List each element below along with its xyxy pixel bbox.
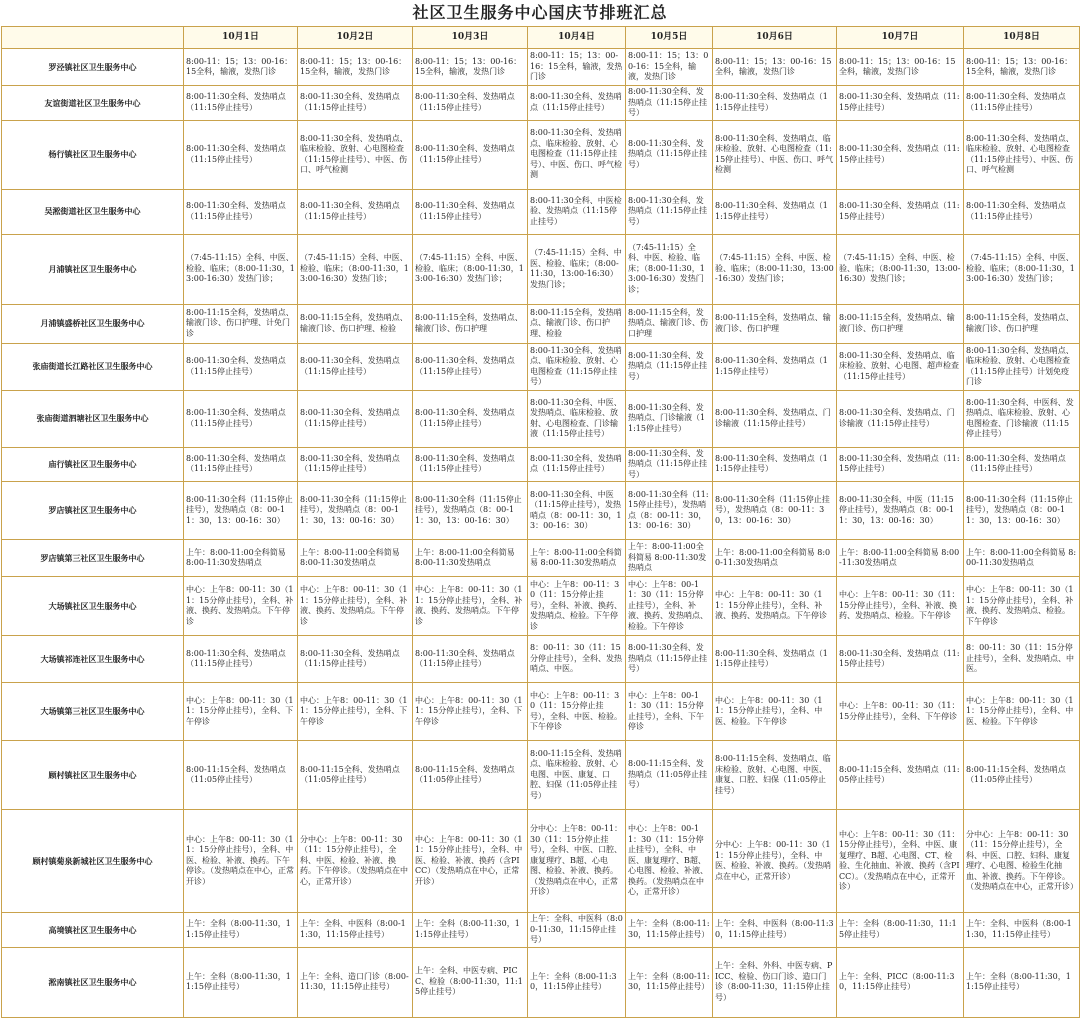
schedule-cell: 分中心：上午8：00-11：30（11：15分停止挂号），全科、中医、检验、补液、换药。下午停诊。（发热哨点在中心，正常开诊） bbox=[298, 810, 413, 913]
schedule-cell: 上午：8:00-11:00全科简易 8:00-11:30发热哨点 bbox=[626, 540, 713, 577]
center-name: 顾村镇社区卫生服务中心 bbox=[2, 741, 184, 810]
schedule-cell: 上午：8:00-11:00全科简易 8:00-11:30发热哨点 bbox=[837, 540, 964, 577]
schedule-cell: 8:00-11:15全科，发热哨点、输液门诊、伤口护理 bbox=[626, 304, 713, 343]
schedule-cell: 上午：全科、外科、中医专病、PICC、检验、伤口门诊、造口门诊（8:00-11:30，11:15停止挂号） bbox=[713, 947, 837, 1017]
schedule-cell: 8:00-11:30全科、发热哨点（11:15停止挂号） bbox=[184, 120, 298, 189]
header-cell-date: 10月3日 bbox=[413, 27, 528, 49]
schedule-cell: 中心：上午8：00-11：30（11：15分停止挂号），全科、下午停诊 bbox=[298, 683, 413, 741]
center-name: 罗店镇社区卫生服务中心 bbox=[2, 482, 184, 540]
schedule-cell: （7:45-11:15）全科、中医、检验、临床；（8:00-11:30，13:00-16:30）发热门诊； bbox=[184, 234, 298, 304]
header-cell-date: 10月5日 bbox=[626, 27, 713, 49]
schedule-cell: 8:00-11:15全科，发热哨点、输液门诊、伤口护理 bbox=[964, 304, 1080, 343]
table-row bbox=[2, 482, 1080, 540]
schedule-cell: 8:00-11:30全科、发热哨点（11:15停止挂号） bbox=[837, 86, 964, 121]
schedule-cell: 中心：上午8：00-11：30（11：15分停止挂号），全科、补液、换药、发热哨点。下午停诊 bbox=[713, 577, 837, 636]
center-name: 月浦镇盛桥社区卫生服务中心 bbox=[2, 304, 184, 343]
center-name: 大场镇第三社区卫生服务中心 bbox=[2, 683, 184, 741]
schedule-cell: 中心：上午8：00-11：30（11：15分停止挂号），全科、补液、换药、发热哨点、检验。下午停诊 bbox=[528, 577, 626, 636]
schedule-cell: 上午：全科（8:00-11:30，11:15停止挂号） bbox=[837, 913, 964, 948]
schedule-cell: 8:00-11:30全科、发热哨点（11:15停止挂号） bbox=[964, 86, 1080, 121]
schedule-cell: 8:00-11:30全科、发热哨点（11:15停止挂号） bbox=[184, 390, 298, 447]
center-name: 月浦镇社区卫生服务中心 bbox=[2, 234, 184, 304]
schedule-cell: 8:00-11:30全科、发热哨点、临床检验、放射、心电图检查（11:15停止挂号） bbox=[528, 343, 626, 390]
schedule-cell: （7:45-11:15）全科、中医、检验、临床；（8:00-11:30，13:00-16:30）发热门诊； bbox=[626, 234, 713, 304]
schedule-cell: 8:00-11:15全科、发热哨点、临床检验、放射、心电图、中医、康复、口腔、妇保（11:05停止挂号） bbox=[713, 741, 837, 810]
schedule-cell: 8:00-11:30全科、发热哨点、临床检验、放射、心电图检查（11:15停止挂号）、中医、伤口、呼气检测 bbox=[964, 120, 1080, 189]
schedule-cell: 中心：上午8：00-11：30（11：15分停止挂号），全科、中医、检验、补液、换药。下午停诊。（发热哨点在中心，正常开诊） bbox=[184, 810, 298, 913]
schedule-cell: 中心：上午8：00-11：30（11：15分停止挂号），全科、补液、换药、发热哨点、检验。下午停诊 bbox=[626, 577, 713, 636]
schedule-cell: 8:00-11:30全科（11:15停止挂号），发热哨点（8：00-11：30，13：00-16：30） bbox=[413, 482, 528, 540]
schedule-cell: 8:00-11:15全科，发热哨点、输液门诊、伤口护理、检验 bbox=[528, 304, 626, 343]
schedule-cell: 8:00-11:30全科、发热哨点（11:15停止挂号） bbox=[837, 189, 964, 234]
schedule-cell: 中心：上午8：00-11：30（11：15分停止挂号），全科、补液、换药、发热哨点、检验。下午停诊 bbox=[964, 577, 1080, 636]
table-row bbox=[2, 683, 1080, 741]
schedule-cell: 8:00-11:30全科、发热哨点（11:15停止挂号） bbox=[298, 189, 413, 234]
schedule-cell: 8:00-11:15全科、发热哨点（11:05停止挂号） bbox=[964, 741, 1080, 810]
schedule-cell: 中心：上午8：00-11：30（11：15分停止挂号），全科、中医、检验。下午停诊 bbox=[964, 683, 1080, 741]
schedule-cell: 8:00-11:30全科、发热哨点（11:15停止挂号） bbox=[528, 86, 626, 121]
schedule-cell: 上午：全科、中医科（8:00-11:30，11:15停止挂号） bbox=[713, 913, 837, 948]
schedule-cell: 8:00-11：15；13：00-16：15全科，输液，发热门诊 bbox=[413, 49, 528, 86]
schedule-cell: 上午：8:00-11:00全科简易 8:00-11:30发热哨点 bbox=[298, 540, 413, 577]
schedule-cell: 8：00-11：30（11：15分停止挂号），全科、发热哨点、中医。 bbox=[528, 636, 626, 683]
schedule-cell: 8:00-11:30全科、发热哨点（11:15停止挂号） bbox=[626, 636, 713, 683]
page-title: 社区卫生服务中心国庆节排班汇总 bbox=[412, 3, 668, 22]
schedule-cell: 中心：上午8：00-11：30（11：15分停止挂号），全科、中医、康复理疗、B超、心电图、CT、检验、生化抽血、补液、换药（含PICC）。（发热哨点在中心，正常开诊） bbox=[837, 810, 964, 913]
schedule-cell: 8:00-11:30全科、发热哨点（11:15停止挂号） bbox=[626, 447, 713, 482]
table-row bbox=[2, 86, 1080, 121]
schedule-cell: 8:00-11:30全科、发热哨点、临床检验、放射、心电图、超声检查（11:15停止挂号） bbox=[837, 343, 964, 390]
table-row bbox=[2, 49, 1080, 86]
schedule-cell: 8:00-11:15全科，发热哨点、输液门诊、伤口护理 bbox=[413, 304, 528, 343]
schedule-cell: 上午：全科、造口门诊（8:00-11:30，11:15停止挂号） bbox=[298, 947, 413, 1017]
schedule-cell: 中心：上午8：00-11：30（11：15分停止挂号），全科、补液、换药、发热哨点。下午停诊 bbox=[413, 577, 528, 636]
schedule-cell: 8:00-11:30全科、发热哨点、临床检验、放射、心电图检查（11:15停止挂号）计划免疫门诊 bbox=[964, 343, 1080, 390]
schedule-cell: 8:00-11:30全科、发热哨点（11:15停止挂号） bbox=[298, 390, 413, 447]
schedule-cell: 中心：上午8：00-11：30（11：15分停止挂号），全科、中医、检验。下午停诊 bbox=[713, 683, 837, 741]
schedule-cell: 上午：全科（8:00-11:30，11:15停止挂号） bbox=[964, 947, 1080, 1017]
center-name: 罗泾镇社区卫生服务中心 bbox=[2, 49, 184, 86]
schedule-cell: 8:00-11:30全科、发热哨点（11:15停止挂号） bbox=[184, 636, 298, 683]
schedule-cell: 8:00-11：15；13：00-16：15全科，输液，发热门诊 bbox=[626, 49, 713, 86]
table-row bbox=[2, 540, 1080, 577]
schedule-cell: 8:00-11:30全科、发热哨点（11:15停止挂号） bbox=[298, 447, 413, 482]
schedule-cell: 8:00-11:30全科、发热哨点、临床检验、放射、心电图检查（11:15停止挂号）、中医、伤口、呼气检测 bbox=[713, 120, 837, 189]
schedule-cell: 8:00-11:30全科、中医检验、发热哨点（11:15停止挂号） bbox=[528, 189, 626, 234]
schedule-cell: 8:00-11:30全科、发热哨点、临床检验、放射、心电图检查（11:15停止挂号）、中医、伤口、呼气检测 bbox=[528, 120, 626, 189]
schedule-cell: 中心：上午8：00-11：30（11：15分停止挂号），全科、补液、换药、发热哨点。下午停诊 bbox=[298, 577, 413, 636]
center-name: 顾村镇菊泉新城社区卫生服务中心 bbox=[2, 810, 184, 913]
schedule-cell: 8:00-11：15；13：00-16：15全科，输液，发热门诊 bbox=[528, 49, 626, 86]
schedule-cell: 8:00-11:30全科、发热哨点（11:15停止挂号） bbox=[413, 86, 528, 121]
schedule-cell: 8:00-11:30全科、发热哨点（11:15停止挂号） bbox=[413, 447, 528, 482]
schedule-cell: 8:00-11：15；13：00-16：15全科，输液，发热门诊 bbox=[964, 49, 1080, 86]
schedule-cell: 上午：全科、中医科（8:00-11:30，11:15停止挂号） bbox=[964, 913, 1080, 948]
schedule-cell: 中心：上午8：00-11：30（11：15分停止挂号），全科、中医、检验、补液、换药（含PICC）（发热哨点在中心，正常开诊） bbox=[413, 810, 528, 913]
schedule-cell: 中心：上午8：00-11：30（11：15分停止挂号），全科、补液、换药、发热哨点、检验。下午停诊 bbox=[837, 577, 964, 636]
table-row bbox=[2, 234, 1080, 304]
schedule-cell: 上午：8:00-11:00全科简易 8:00-11:30发热哨点 bbox=[528, 540, 626, 577]
schedule-cell: 8:00-11:30全科、发热哨点（11:15停止挂号） bbox=[837, 120, 964, 189]
table-row bbox=[2, 913, 1080, 948]
schedule-cell: 上午：8:00-11:00全科简易 8:00-11:30发热哨点 bbox=[713, 540, 837, 577]
header-cell-corner bbox=[2, 27, 184, 49]
schedule-cell: 8:00-11:30全科、发热哨点（11:15停止挂号） bbox=[184, 189, 298, 234]
schedule-cell: 8:00-11:15全科、发热哨点、临床检验、放射、心电图、中医、康复、口腔、妇保（11:05停止挂号） bbox=[528, 741, 626, 810]
center-name: 大场镇社区卫生服务中心 bbox=[2, 577, 184, 636]
schedule-cell: 8：00-11：30（11：15分停止挂号），全科、发热哨点、中医。 bbox=[964, 636, 1080, 683]
schedule-cell: 8:00-11:30全科（11:15停止挂号），发热哨点（8：00-11：30，13：00-16：30） bbox=[298, 482, 413, 540]
schedule-cell: （7:45-11:15）全科、中医、检验、临床；（8:00-11:30，13:00-16:30）发热门诊； bbox=[298, 234, 413, 304]
table-row bbox=[2, 447, 1080, 482]
schedule-cell: 8:00-11:30全科、中医（11:15停止挂号），发热哨点（8：00-11：30，13：00-16：30） bbox=[837, 482, 964, 540]
schedule-cell: 8:00-11:30全科（11:15停止挂号），发热哨点（8：00-11：30，13：00-16：30） bbox=[713, 482, 837, 540]
header-row bbox=[2, 27, 1080, 49]
schedule-cell: 8:00-11:30全科（11:15停止挂号），发热哨点（8：00-11：30，13：00-16：30） bbox=[184, 482, 298, 540]
schedule-cell: 8:00-11:30全科、发热哨点（11:15停止挂号） bbox=[713, 86, 837, 121]
schedule-cell: 8:00-11:30全科、发热哨点、临床检验、放射、心电图检查（11:15停止挂号）、中医、伤口、呼气检测 bbox=[298, 120, 413, 189]
schedule-cell: 8:00-11:30全科、发热哨点（11:15停止挂号） bbox=[413, 636, 528, 683]
schedule-cell: 8:00-11:30全科、发热哨点（11:15停止挂号） bbox=[713, 447, 837, 482]
header-cell-date: 10月8日 bbox=[964, 27, 1080, 49]
schedule-cell: 8:00-11:30全科、发热哨点（11:15停止挂号） bbox=[298, 86, 413, 121]
schedule-cell: 上午：8:00-11:00全科简易 8:00-11:30发热哨点 bbox=[184, 540, 298, 577]
table-row bbox=[2, 189, 1080, 234]
schedule-cell: 8:00-11:30全科、发热哨点（11:15停止挂号） bbox=[184, 86, 298, 121]
schedule-cell: （7:45-11:15）全科、中医、检验、临床；（8:00-11:30，13:00-16:30）发热门诊； bbox=[713, 234, 837, 304]
schedule-cell: 8:00-11:30全科、中医科、发热哨点、临床检验、放射、心电图检查、门诊输液（11:15停止挂号） bbox=[964, 390, 1080, 447]
schedule-cell: 8:00-11:30全科、发热哨点（11:15停止挂号） bbox=[713, 343, 837, 390]
table-row bbox=[2, 741, 1080, 810]
schedule-cell: 上午：全科、中医科（8:00-11:30，11:15停止挂号） bbox=[528, 913, 626, 948]
schedule-cell: 8:00-11:30全科、发热哨点（11:15停止挂号） bbox=[413, 390, 528, 447]
schedule-cell: 8:00-11:30全科（11:15停止挂号），发热哨点（8：00-11：30，13：00-16：30） bbox=[964, 482, 1080, 540]
schedule-cell: 上午：全科（8:00-11:30，11:15停止挂号） bbox=[184, 947, 298, 1017]
schedule-cell: 8:00-11:30全科、发热哨点、门诊输液（11:15停止挂号） bbox=[837, 390, 964, 447]
schedule-cell: 8:00-11：15；13：00-16：15全科，输液，发热门诊 bbox=[713, 49, 837, 86]
schedule-cell: 8:00-11:30全科、发热哨点（11:15停止挂号） bbox=[413, 189, 528, 234]
schedule-cell: 8:00-11:30全科、发热哨点（11:15停止挂号） bbox=[298, 343, 413, 390]
schedule-cell: （7:45-11:15）全科、中医、检验、临床；（8:00-11:30，13:00-16:30）发热门诊； bbox=[528, 234, 626, 304]
schedule-cell: 8:00-11:15全科，发热哨点、输液门诊、伤口护理 bbox=[837, 304, 964, 343]
schedule-cell: 上午：全科（8:00-11:30，11:15停止挂号） bbox=[626, 947, 713, 1017]
schedule-cell: 8:00-11:30全科、发热哨点（11:15停止挂号） bbox=[837, 447, 964, 482]
schedule-cell: 8:00-11:30全科、中医（11:15停止挂号），发热哨点（8：00-11：30，13：00-16：30） bbox=[528, 482, 626, 540]
table-row bbox=[2, 947, 1080, 1017]
schedule-cell: 上午：全科（8:00-11:30，11:15停止挂号） bbox=[528, 947, 626, 1017]
schedule-cell: 8:00-11:30全科、中医、发热哨点、临床检验、放射、心电图检查、门诊输液（11:15停止挂号） bbox=[528, 390, 626, 447]
schedule-cell: 上午：8:00-11:00全科简易 8:00-11:30发热哨点 bbox=[964, 540, 1080, 577]
center-name: 淞南镇社区卫生服务中心 bbox=[2, 947, 184, 1017]
center-name: 高境镇社区卫生服务中心 bbox=[2, 913, 184, 948]
table-row bbox=[2, 390, 1080, 447]
schedule-cell: 8:00-11：15；13：00-16：15全科，输液，发热门诊 bbox=[298, 49, 413, 86]
schedule-cell: 8:00-11:15全科，发热哨点、输液门诊、伤口护理、计免门诊 bbox=[184, 304, 298, 343]
center-name: 罗店镇第三社区卫生服务中心 bbox=[2, 540, 184, 577]
schedule-cell: 分中心：上午8：00-11：30（11：15分停止挂号），全科、中医、口腔、妇科、康复理疗、心电图、检验生化抽血、补液、换药。下午停诊。（发热哨点在中心，正常开诊） bbox=[964, 810, 1080, 913]
header-cell-date: 10月2日 bbox=[298, 27, 413, 49]
schedule-cell: 8:00-11:30全科、发热哨点（11:15停止挂号） bbox=[184, 447, 298, 482]
schedule-cell: 8:00-11:30全科、发热哨点（11:15停止挂号） bbox=[626, 189, 713, 234]
header-cell-date: 10月6日 bbox=[713, 27, 837, 49]
center-name: 张庙街道长江路社区卫生服务中心 bbox=[2, 343, 184, 390]
schedule-cell: 中心：上午8：00-11：30（11：15分停止挂号），全科、下午停诊 bbox=[184, 683, 298, 741]
schedule-cell: 中心：上午8：00-11：30（11：15分停止挂号），全科、下午停诊 bbox=[626, 683, 713, 741]
schedule-cell: 上午：全科（8:00-11:30，11:15停止挂号） bbox=[626, 913, 713, 948]
center-name: 大场镇祁连社区卫生服务中心 bbox=[2, 636, 184, 683]
schedule-cell: 8:00-11:30全科、发热哨点（11:15停止挂号） bbox=[626, 120, 713, 189]
center-name: 张庙街道泗塘社区卫生服务中心 bbox=[2, 390, 184, 447]
schedule-cell: 8:00-11:30全科、发热哨点（11:15停止挂号） bbox=[713, 189, 837, 234]
schedule-cell: 8:00-11:30全科、发热哨点（11:15停止挂号） bbox=[713, 636, 837, 683]
schedule-cell: 中心：上午8：00-11：30（11：15分停止挂号），全科、中医、检验。下午停诊 bbox=[528, 683, 626, 741]
schedule-cell: 8:00-11:30全科、发热哨点（11:15停止挂号） bbox=[413, 343, 528, 390]
schedule-cell: 8:00-11:30全科、发热哨点（11:15停止挂号） bbox=[964, 189, 1080, 234]
schedule-cell: 上午：全科（8:00-11:30，11:15停止挂号） bbox=[184, 913, 298, 948]
table-row bbox=[2, 304, 1080, 343]
schedule-cell: 中心：上午8：00-11：30（11：15分停止挂号），全科、补液、换药、发热哨点。下午停诊 bbox=[184, 577, 298, 636]
table-row bbox=[2, 577, 1080, 636]
schedule-cell: 8:00-11:30全科、发热哨点（11:15停止挂号） bbox=[626, 343, 713, 390]
schedule-cell: 8:00-11:15全科、发热哨点（11:05停止挂号） bbox=[413, 741, 528, 810]
schedule-cell: 8:00-11:15全科，发热哨点、输液门诊、伤口护理 bbox=[713, 304, 837, 343]
schedule-cell: 上午：全科、中医专病、PICC、检验（8:00-11:30，11:15停止挂号） bbox=[413, 947, 528, 1017]
table-row bbox=[2, 120, 1080, 189]
schedule-cell: 上午：全科（8:00-11:30，11:15停止挂号） bbox=[413, 913, 528, 948]
schedule-cell: 中心：上午8：00-11：30（11：15分停止挂号），全科、下午停诊 bbox=[413, 683, 528, 741]
table-row bbox=[2, 810, 1080, 913]
header-cell-date: 10月1日 bbox=[184, 27, 298, 49]
table-row bbox=[2, 343, 1080, 390]
schedule-cell: 8:00-11：15；13：00-16：15全科，输液，发热门诊 bbox=[837, 49, 964, 86]
schedule-cell: 8:00-11:30全科、发热哨点（11:15停止挂号） bbox=[626, 86, 713, 121]
schedule-cell: 8:00-11:30全科、发热哨点（11:15停止挂号） bbox=[184, 343, 298, 390]
schedule-cell: 上午：全科、PICC（8:00-11:30，11:15停止挂号） bbox=[837, 947, 964, 1017]
schedule-cell: 8:00-11:30全科、发热哨点（11:15停止挂号） bbox=[413, 120, 528, 189]
schedule-table bbox=[1, 26, 1080, 1018]
schedule-cell: 8:00-11:15全科、发热哨点（11:05停止挂号） bbox=[626, 741, 713, 810]
schedule-cell: 8:00-11：15；13：00-16：15全科，输液，发热门诊 bbox=[184, 49, 298, 86]
schedule-cell: 8:00-11:15全科、发热哨点（11:05停止挂号） bbox=[837, 741, 964, 810]
center-name: 杨行镇社区卫生服务中心 bbox=[2, 120, 184, 189]
schedule-cell: 分中心：上午8：00-11：30（11：15分停止挂号），全科、中医、检验、补液、换药。（发热哨点在中心，正常开诊） bbox=[713, 810, 837, 913]
schedule-cell: 上午：8:00-11:00全科简易 8:00-11:30发热哨点 bbox=[413, 540, 528, 577]
center-name: 吴淞街道社区卫生服务中心 bbox=[2, 189, 184, 234]
schedule-cell: 8:00-11:30全科、发热哨点（11:15停止挂号） bbox=[964, 447, 1080, 482]
schedule-cell: （7:45-11:15）全科、中医、检验、临床；（8:00-11:30，13:00-16:30）发热门诊； bbox=[413, 234, 528, 304]
schedule-cell: 8:00-11:30全科、发热哨点（11:15停止挂号） bbox=[528, 447, 626, 482]
schedule-cell: 8:00-11:30全科、发热哨点（11:15停止挂号） bbox=[837, 636, 964, 683]
schedule-cell: 8:00-11:15全科、发热哨点（11:05停止挂号） bbox=[298, 741, 413, 810]
schedule-cell: 8:00-11:30全科、发热哨点、门诊输液（11:15停止挂号） bbox=[626, 390, 713, 447]
center-name: 友谊街道社区卫生服务中心 bbox=[2, 86, 184, 121]
center-name: 庙行镇社区卫生服务中心 bbox=[2, 447, 184, 482]
schedule-cell: 8:00-11:15全科、发热哨点（11:05停止挂号） bbox=[184, 741, 298, 810]
schedule-cell: 8:00-11:30全科、发热哨点、门诊输液（11:15停止挂号） bbox=[713, 390, 837, 447]
header-cell-date: 10月7日 bbox=[837, 27, 964, 49]
schedule-cell: 8:00-11:30全科（11:15停止挂号），发热哨点（8：00-11：30，13：00-16：30） bbox=[626, 482, 713, 540]
schedule-cell: 中心：上午8：00-11：30（11：15分停止挂号），全科、中医、康复理疗、B超、心电图、检验、补液、换药。（发热哨点在中心，正常开诊） bbox=[626, 810, 713, 913]
schedule-cell: 上午：全科、中医科（8:00-11:30，11:15停止挂号） bbox=[298, 913, 413, 948]
schedule-cell: （7:45-11:15）全科、中医、检验、临床；（8:00-11:30，13:00-16:30）发热门诊； bbox=[964, 234, 1080, 304]
table-row bbox=[2, 636, 1080, 683]
header-cell-date: 10月4日 bbox=[528, 27, 626, 49]
schedule-cell: 8:00-11:30全科、发热哨点（11:15停止挂号） bbox=[298, 636, 413, 683]
schedule-cell: 中心：上午8：00-11：30（11：15分停止挂号），全科、下午停诊 bbox=[837, 683, 964, 741]
schedule-cell: 分中心：上午8：00-11：30（11：15分停止挂号），全科、中医、口腔、康复理疗、B超、心电图、检验、补液、换药。（发热哨点在中心，正常开诊） bbox=[528, 810, 626, 913]
schedule-cell: （7:45-11:15）全科、中医、检验、临床；（8:00-11:30，13:00-16:30）发热门诊； bbox=[837, 234, 964, 304]
schedule-cell: 8:00-11:15全科，发热哨点、输液门诊、伤口护理、检验 bbox=[298, 304, 413, 343]
